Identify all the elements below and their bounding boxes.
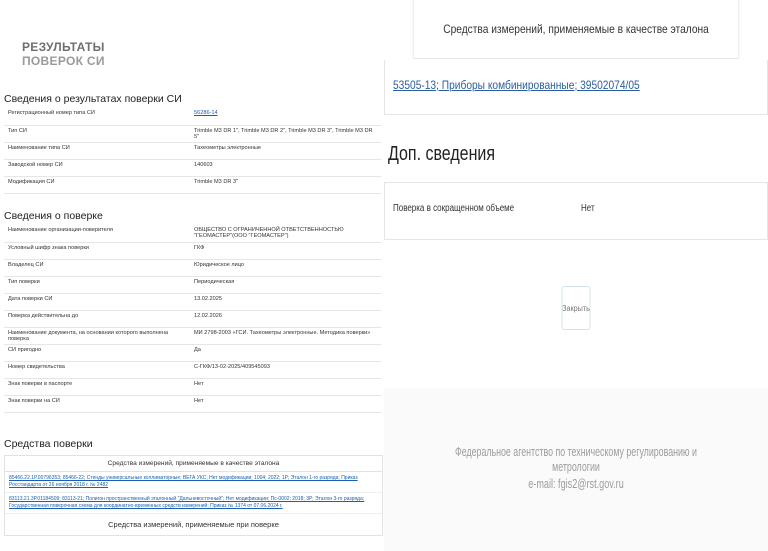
results-title-line2: ПОВЕРОК СИ bbox=[22, 54, 105, 68]
table-row bbox=[4, 176, 381, 193]
table-row bbox=[4, 395, 381, 412]
row-label: Регистрационный номер типа СИ bbox=[4, 108, 190, 125]
reduced-scope-label: Поверка в сокращенном объеме bbox=[393, 203, 515, 214]
footer-agency: Федеральное агентство по техническому регулированию и метрологии bbox=[455, 444, 697, 474]
results-title-line1: РЕЗУЛЬТАТЫ bbox=[22, 40, 105, 54]
row-value: 12.02.2026 bbox=[190, 310, 381, 327]
row-value: Trimble M3 DR 1", Trimble M3 DR 2", Trimble M3 DR 3", Trimble M3 DR 5" bbox=[190, 125, 381, 142]
row-label: Владелец СИ bbox=[4, 259, 190, 276]
means-item bbox=[5, 472, 382, 493]
page-footer bbox=[384, 388, 768, 551]
row-value: Периодическая bbox=[190, 276, 381, 293]
row-value: ГКФ bbox=[190, 242, 381, 259]
row-value: ОБЩЕСТВО С ОГРАНИЧЕННОЙ ОТВЕТСТВЕННОСТЬЮ "ГЕОМАСТЕР"(ООО "ГЕОМАСТЕР") bbox=[190, 225, 381, 242]
row-label: Модификация СИ bbox=[4, 176, 190, 193]
table-row bbox=[4, 378, 381, 395]
section-heading-results: Сведения о результатах поверки СИ bbox=[4, 93, 182, 105]
row-label: Дата поверки СИ bbox=[4, 293, 190, 310]
means-box-footer: Средства измерений, применяемые при поверке bbox=[108, 520, 279, 529]
table-row bbox=[4, 225, 381, 242]
table-row bbox=[4, 310, 381, 327]
results-section-title bbox=[22, 40, 105, 68]
row-label: Условный шифр знака поверки bbox=[4, 242, 190, 259]
row-value: Юридическое лицо bbox=[190, 259, 381, 276]
table-row bbox=[4, 276, 381, 293]
table-row bbox=[4, 108, 381, 125]
row-value: МИ 2798-2003 «ГСИ. Тахеометры электронные. Методика поверки» bbox=[190, 327, 381, 344]
means-item-link[interactable]: 83113.21.3Р.01184509; 83113-21; Полигон пространственный эталонный "Дальневосточный"; Нет модификации; Пс-0002; 2018; 3Р; Эталон 3-го разряда; Государственная поверочная схема для координатно-временных средств измерений; Приказ № 1374 от 07.06.2024 г. bbox=[9, 496, 365, 509]
means-item bbox=[5, 493, 382, 514]
reduced-scope-value: Нет bbox=[581, 203, 595, 214]
row-label: Наименование типа СИ bbox=[4, 142, 190, 159]
section-heading-verification: Сведения о поверке bbox=[4, 210, 103, 222]
additional-info-title: Доп. сведения bbox=[388, 143, 496, 165]
row-value: 140603 bbox=[190, 159, 381, 176]
row-label: Наименование организации-поверителя bbox=[4, 225, 190, 242]
row-value: Тахеометры электронные bbox=[190, 142, 381, 159]
means-box bbox=[4, 455, 383, 536]
results-table bbox=[4, 108, 381, 194]
etalon-row bbox=[384, 60, 768, 115]
table-row bbox=[4, 344, 381, 361]
row-value: Да bbox=[190, 344, 381, 361]
row-label: Знак поверки на СИ bbox=[4, 395, 190, 412]
row-label: Тип поверки bbox=[4, 276, 190, 293]
etalon-header: Средства измерений, применяемые в качестве эталона bbox=[413, 0, 739, 59]
etalon-link[interactable]: 53505-13; Приборы комбинированные; 39502074/05 bbox=[393, 78, 640, 92]
row-value: Нет bbox=[190, 378, 381, 395]
row-label: СИ пригодно bbox=[4, 344, 190, 361]
close-button[interactable]: Закрыть bbox=[562, 286, 591, 330]
row-label: Тип СИ bbox=[4, 125, 190, 142]
table-row bbox=[4, 361, 381, 378]
row-label: Заводской номер СИ bbox=[4, 159, 190, 176]
right-panel bbox=[384, 0, 768, 551]
means-item-link[interactable]: 85466.22.1Р.00796353; 85466-22; Стенды универсальные коллиматорные; ВЕГА УКС; Нет модификации; 1004; 2022; 1Р; Эталон 1-го разряда; Приказ Росстандарта от 26 ноября 2018 г. № 2482 bbox=[9, 475, 358, 488]
table-row bbox=[4, 142, 381, 159]
table-row bbox=[4, 125, 381, 142]
table-row bbox=[4, 159, 381, 176]
table-row bbox=[4, 293, 381, 310]
row-value: Trimble M3 DR 3" bbox=[190, 176, 381, 193]
table-row bbox=[4, 327, 381, 344]
verification-table bbox=[4, 225, 381, 413]
means-box-header: Средства измерений, применяемые в качестве эталона bbox=[5, 456, 382, 472]
row-value: С-ГКФ/13-02-2025/409545093 bbox=[190, 361, 381, 378]
row-value: 13.02.2025 bbox=[190, 293, 381, 310]
row-value: Нет bbox=[190, 395, 381, 412]
table-row bbox=[4, 259, 381, 276]
table-row bbox=[4, 242, 381, 259]
row-label: Знак поверки в паспорте bbox=[4, 378, 190, 395]
additional-info-table bbox=[384, 182, 768, 240]
row-label: Наименование документа, на основании которого выполнена поверка bbox=[4, 327, 190, 344]
row-value[interactable]: 56286-14 bbox=[190, 108, 381, 125]
section-heading-means: Средства поверки bbox=[4, 438, 93, 450]
row-label: Поверка действительна до bbox=[4, 310, 190, 327]
row-label: Номер свидетельства bbox=[4, 361, 190, 378]
footer-email[interactable]: e-mail: fgis2@rst.gov.ru bbox=[528, 476, 624, 491]
